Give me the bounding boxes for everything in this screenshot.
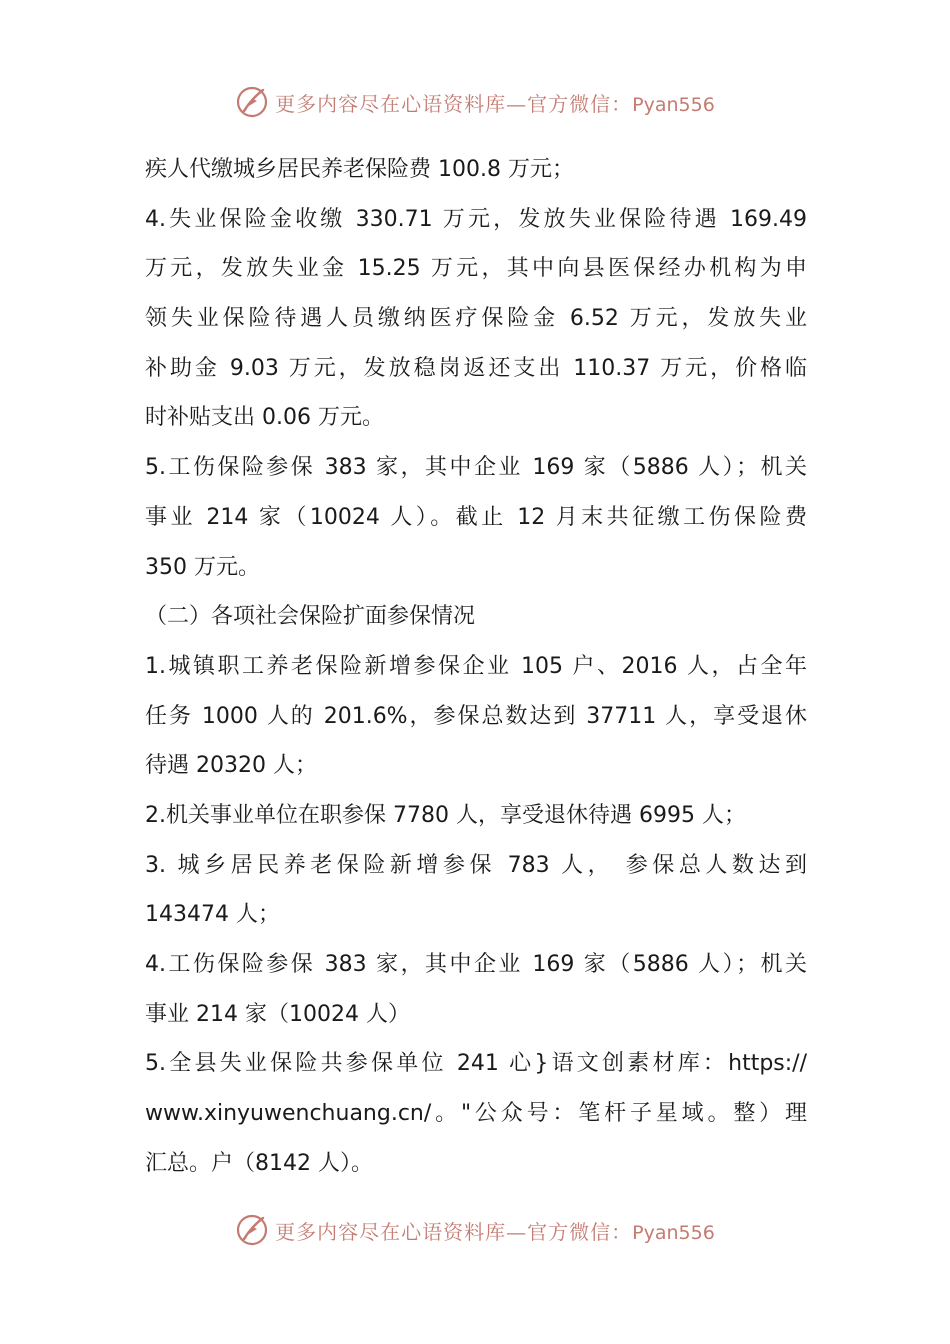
banner-wechat-id: Pyan556 xyxy=(632,1221,715,1244)
quill-logo-icon xyxy=(235,85,269,119)
quill-logo-icon xyxy=(235,1213,269,1247)
text-line: 2.机关事业单位在职参保 7780 人，享受退休待遇 6995 人； xyxy=(145,802,746,828)
text-line: 待遇 20320 人； xyxy=(145,753,317,779)
text-line: 1.城镇职工养老保险新增参保企业 105 户、2016 人，占全年 xyxy=(145,653,807,679)
text-line: 事业 214 家（10024 人） xyxy=(145,1001,410,1027)
text-line: 4.工伤保险参保 383 家，其中企业 169 家（5886 人）；机关 xyxy=(145,952,807,977)
text-line: 领失业保险待遇人员缴纳医疗保险金 6.52 万元，发放失业 xyxy=(145,306,807,332)
text-line: 汇总。户（8142 人）。 xyxy=(145,1150,373,1176)
document-body xyxy=(145,145,807,1188)
text-line: 万元，发放失业金 15.25 万元，其中向县医保经办机构为申 xyxy=(145,256,807,282)
text-line: 4.失业保险金收缴 330.71 万元，发放失业保险待遇 169.49 xyxy=(145,206,807,232)
footer-watermark-banner xyxy=(0,1210,950,1250)
text-line: 补助金 9.03 万元，发放稳岗返还支出 110.37 万元，价格临 xyxy=(145,355,807,381)
text-line: 事业 214 家（10024 人）。截止 12 月末共征缴工伤保险费 xyxy=(145,504,807,530)
text-line: （二）各项社会保险扩面参保情况 xyxy=(145,604,476,630)
banner-text: 更多内容尽在心语资料库—官方微信： xyxy=(275,1219,633,1244)
header-watermark-banner xyxy=(0,82,950,122)
banner-text: 更多内容尽在心语资料库—官方微信： xyxy=(275,91,633,116)
banner-wechat-id: Pyan556 xyxy=(632,93,715,116)
text-line: 143474 人； xyxy=(145,902,280,928)
text-line: 时补贴支出 0.06 万元。 xyxy=(145,405,384,431)
text-line: 5.全县失业保险共参保单位 241 心}语文创素材库：https:// xyxy=(145,1051,807,1077)
text-line: 350 万元。 xyxy=(145,554,260,580)
text-line: 3. 城乡居民养老保险新增参保 783 人， 参保总人数达到 xyxy=(145,852,807,878)
text-line: 任务 1000 人的 201.6%，参保总数达到 37711 人，享受退休 xyxy=(145,703,807,729)
text-line: www.xinyuwenchuang.cn/。"公众号：笔杆子星域。整）理 xyxy=(145,1101,807,1127)
text-line: 疾人代缴城乡居民养老保险费 100.8 万元； xyxy=(145,157,574,182)
text-line: 5.工伤保险参保 383 家，其中企业 169 家（5886 人）；机关 xyxy=(145,455,807,481)
